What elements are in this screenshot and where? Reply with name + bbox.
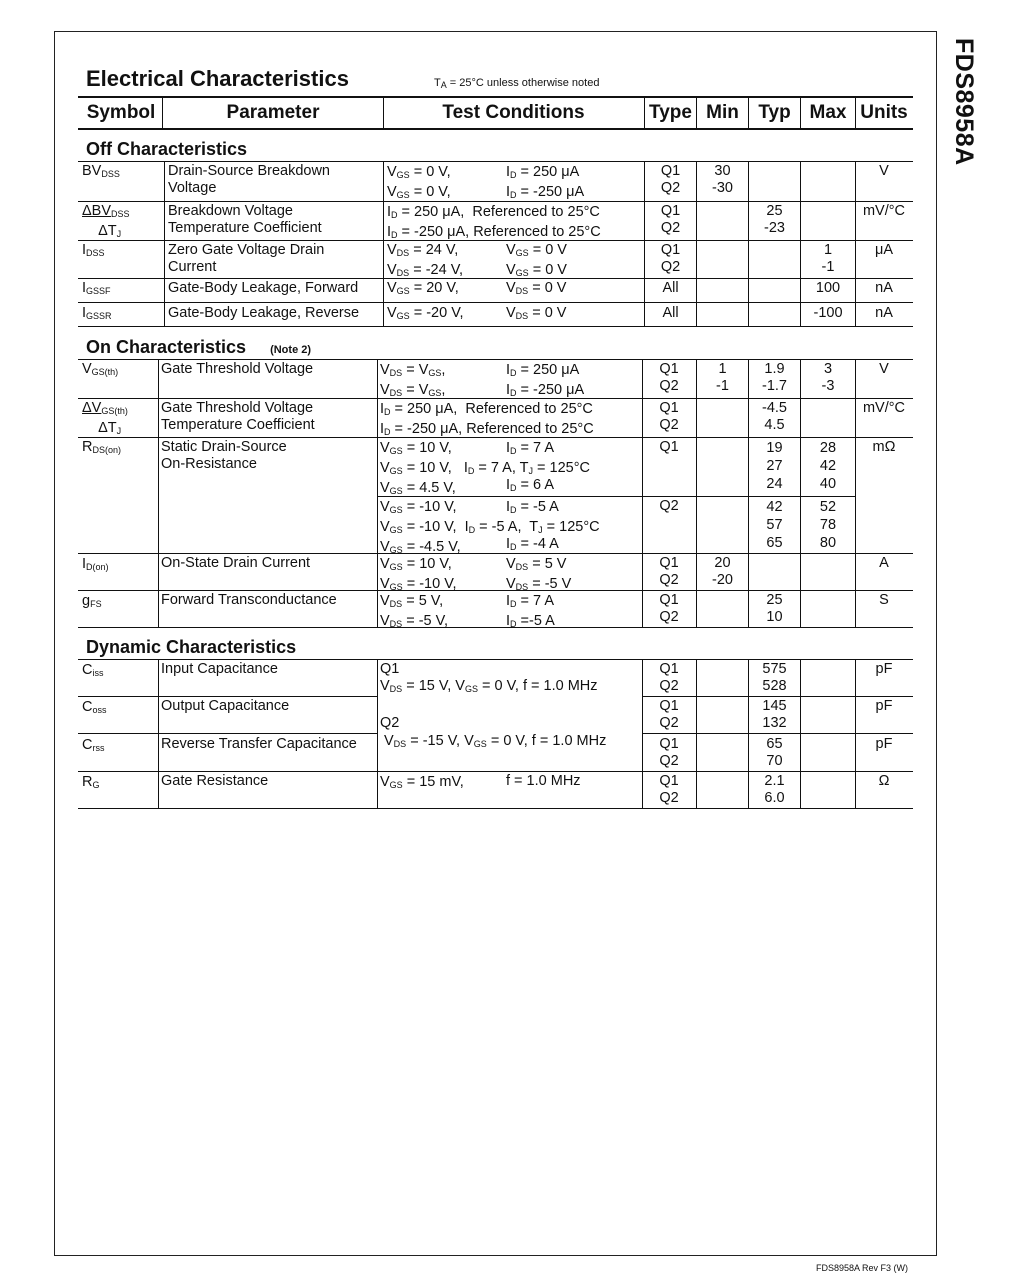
- test-condition: $I_D = 7$ A $I_D =-5$ A: [506, 593, 555, 629]
- row-rule: [642, 696, 913, 697]
- param-text: Drain-Source Breakdown Voltage: [168, 163, 330, 196]
- type-value: All: [662, 280, 679, 296]
- test-condition: $V_{GS} = 15$ mV,: [380, 774, 464, 790]
- max-value: 1 -1: [821, 242, 835, 275]
- row-rule: [78, 278, 913, 279]
- type-value: Q1 Q2: [660, 163, 681, 196]
- units-value: μA: [874, 242, 894, 258]
- row-rule: [78, 398, 913, 399]
- column-header-type: Type: [649, 102, 692, 123]
- units-value: Ω: [878, 773, 890, 789]
- test-condition: $I_D = 250$ μA $I_D = -250$ μA: [506, 164, 585, 200]
- param-text: Gate Threshold Voltage Temperature Coefficient: [161, 400, 315, 433]
- col-divider: [162, 97, 163, 128]
- column-header-units: Units: [860, 102, 908, 123]
- symbol-rg: $R_G$: [82, 774, 100, 790]
- type-value: Q1 Q2: [659, 592, 679, 625]
- param-text: Reverse Transfer Capacitance: [161, 736, 357, 752]
- units-value: nA: [875, 280, 893, 296]
- param-text: Gate Threshold Voltage: [161, 361, 314, 377]
- col-divider: [800, 659, 801, 808]
- max-value: 52 78 80: [819, 499, 837, 551]
- units-value: S: [879, 592, 889, 608]
- test-condition: $V_{GS} = 10$ V, $V_{GS} = 10$ V, $I_D = 7$ A, $T_J = 125^\circ C$ $V_{GS} = 4.5$ V,: [380, 440, 591, 496]
- units-value: pF: [875, 736, 893, 752]
- row-rule: [78, 326, 913, 327]
- type-value: Q1 Q2: [659, 400, 679, 433]
- test-condition: $V_{GS} = 20$ V,: [387, 280, 459, 296]
- test-condition: Q2: [380, 715, 400, 731]
- typ-value: 575 528: [762, 661, 787, 694]
- test-condition: $I_D = -5$ A $I_D = -4$ A: [506, 499, 559, 552]
- symbol-gfs: $g_{FS}$: [82, 593, 102, 609]
- units-value: mV/°C: [862, 400, 906, 416]
- symbol-idon: $I_{D(on)}$: [82, 556, 109, 572]
- units-value: V: [879, 361, 889, 377]
- test-condition: $V_{GS} = -20$ V,: [387, 305, 464, 321]
- symbol-ciss: $C_{iss}$: [82, 662, 104, 678]
- typ-value: 25 -23: [764, 203, 785, 236]
- header-top-rule: [78, 96, 913, 98]
- section-on-note: (Note 2): [270, 344, 312, 356]
- symbol-vgsth: $V_{GS(th)}$: [82, 361, 119, 377]
- row-rule: [78, 808, 913, 809]
- column-header-min: Min: [706, 102, 739, 123]
- section-on-label: On Characteristics: [86, 337, 247, 357]
- col-divider: [164, 161, 165, 326]
- row-rule: [78, 733, 377, 734]
- header-bottom-rule: [78, 128, 913, 130]
- units-value: mΩ: [872, 439, 896, 455]
- symbol-idss: $I_{DSS}$: [82, 242, 105, 258]
- side-title-text: FDS8958A: [950, 38, 978, 166]
- units-value: pF: [875, 698, 893, 714]
- symbol-delta-bvdss: $\Delta BV_{DSS}$ $\Delta T_J$: [82, 203, 130, 239]
- row-rule: [78, 696, 377, 697]
- symbol-crss: $C_{rss}$: [82, 737, 105, 753]
- row-rule: [78, 161, 913, 162]
- units-value: nA: [875, 305, 893, 321]
- typ-value: 1.9 -1.7: [762, 361, 787, 394]
- symbol-coss: $C_{oss}$: [82, 699, 107, 715]
- test-condition: $V_{GS} = 0$ V $V_{GS} = 0$ V: [506, 242, 567, 278]
- test-condition: f = 1.0 MHz: [506, 773, 581, 789]
- symbol-bvdss: $BV_{DSS}$: [82, 163, 120, 179]
- typ-value: 25 10: [766, 592, 783, 625]
- test-condition: $I_D = 250$ μA $I_D = -250$ μA: [506, 362, 585, 398]
- param-text: On-State Drain Current: [161, 555, 311, 571]
- col-divider: [377, 359, 378, 627]
- test-condition: Q1 $V_{DS} = 15$ V, $V_{GS} = 0$ V, f = 1.0 MHz: [380, 661, 598, 694]
- row-rule: [78, 359, 913, 360]
- type-value: Q2: [659, 498, 679, 514]
- section-dynamic-title: Dynamic Characteristics: [86, 637, 297, 657]
- max-value: 3 -3: [821, 361, 835, 394]
- section-off-title: Off Characteristics: [86, 139, 248, 159]
- col-divider: [800, 359, 801, 627]
- test-condition: $V_{DS} = V_{GS}$, $V_{DS} = V_{GS}$,: [380, 362, 446, 398]
- test-condition: $V_{GS} = -10$ V, $V_{GS} = -10$ V, $I_D = -5$ A, $T_J = 125^\circ C$ $V_{GS} = -4.5$ V,: [380, 499, 600, 555]
- test-condition: $V_{GS} = 0$ V, $V_{GS} = 0$ V,: [387, 164, 451, 200]
- col-divider: [377, 659, 378, 808]
- type-value: Q1 Q2: [659, 773, 679, 806]
- type-value: All: [662, 305, 679, 321]
- units-value: V: [879, 163, 889, 179]
- param-text: Zero Gate Voltage Drain Current: [168, 242, 325, 275]
- param-text: Output Capacitance: [161, 698, 290, 714]
- type-value: Q1 Q2: [659, 698, 679, 731]
- test-condition: $V_{DS} = 24$ V, $V_{DS} = -24$ V,: [387, 242, 464, 278]
- test-condition: $V_{DS} = -15$ V, $V_{GS} = 0$ V, f = 1.0 MHz: [384, 733, 607, 749]
- typ-value: 19 27 24: [766, 440, 783, 492]
- typ-value: 42 57 65: [766, 499, 783, 551]
- footer-revision: FDS8958A Rev F3 (W): [816, 1263, 909, 1273]
- param-text: Gate Resistance: [161, 773, 269, 789]
- col-divider: [696, 659, 697, 808]
- row-rule: [78, 590, 913, 591]
- row-rule: [78, 302, 913, 303]
- test-condition: $I_D = 250$ μA, Referenced to 25°C $I_D = -250$ μA, Referenced to 25°C: [380, 401, 594, 437]
- row-rule: [78, 201, 913, 202]
- type-value: Q1 Q2: [660, 242, 681, 275]
- type-value: Q1 Q2: [660, 203, 681, 236]
- typ-value: 2.1 6.0: [764, 773, 785, 806]
- min-value: 1 -1: [716, 361, 729, 394]
- max-value: -100: [813, 305, 843, 321]
- param-text: Breakdown Voltage Temperature Coefficient: [168, 203, 322, 236]
- max-value: 100: [815, 280, 841, 296]
- column-header-symbol: Symbol: [86, 102, 156, 123]
- symbol-igssf: $I_{GSSF}$: [82, 280, 111, 296]
- row-rule: [642, 733, 913, 734]
- symbol-delta-vgsth: $\Delta V_{GS(th)}$ $\Delta T_J$: [82, 400, 128, 436]
- units-value: pF: [875, 661, 893, 677]
- col-divider: [158, 659, 159, 808]
- column-header-conditions: Test Conditions: [442, 102, 585, 123]
- column-header-max: Max: [809, 102, 847, 123]
- row-rule: [78, 659, 913, 660]
- col-divider: [158, 359, 159, 627]
- units-value: mV/°C: [862, 203, 906, 219]
- test-condition: $V_{DS} = 0$ V: [506, 305, 567, 321]
- type-value: Q1 Q2: [659, 361, 679, 394]
- test-condition: $V_{DS} = 5$ V $V_{DS} = -5$ V: [506, 556, 572, 592]
- param-text: Gate-Body Leakage, Reverse: [168, 305, 360, 321]
- col-divider: [748, 161, 749, 326]
- side-title: [932, 38, 992, 238]
- test-condition: $V_{GS} = 10$ V, $V_{GS} = -10$ V,: [380, 556, 457, 592]
- param-text: Forward Transconductance: [161, 592, 337, 608]
- typ-value: 145 132: [762, 698, 787, 731]
- test-condition: $I_D = 250$ μA, Referenced to 25°C $I_D = -250$ μA, Referenced to 25°C: [387, 204, 601, 240]
- type-value: Q1: [659, 439, 679, 455]
- typ-value: 65 70: [766, 736, 783, 769]
- symbol-rdson: $R_{DS(on)}$: [82, 439, 121, 455]
- row-rule: [78, 627, 913, 628]
- row-rule: [78, 771, 913, 772]
- param-text: Gate-Body Leakage, Forward: [168, 280, 359, 296]
- condition-note: $T_A = 25^\circ C$ unless otherwise noted: [434, 77, 600, 90]
- column-header-typ: Typ: [758, 102, 791, 123]
- symbol-igssr: $I_{GSSR}$: [82, 305, 112, 321]
- type-value: Q1 Q2: [659, 736, 679, 769]
- max-value: 28 42 40: [819, 440, 837, 492]
- type-value: Q1 Q2: [659, 661, 679, 694]
- section-on-title: [86, 337, 311, 358]
- test-condition: $V_{DS} = 0$ V: [506, 280, 567, 296]
- param-text: Static Drain-Source On-Resistance: [161, 439, 287, 472]
- col-divider: [383, 161, 384, 326]
- units-value: A: [879, 555, 889, 571]
- column-header-parameter: Parameter: [226, 102, 320, 123]
- page-title: Electrical Characteristics: [86, 66, 349, 91]
- typ-value: -4.5 4.5: [762, 400, 787, 433]
- test-condition: $V_{DS} = 5$ V, $V_{DS} = -5$ V,: [380, 593, 449, 629]
- min-value: 20 -20: [712, 555, 733, 588]
- param-text: Input Capacitance: [161, 661, 278, 677]
- test-condition: $I_D = 7$ A $I_D = 6$ A: [506, 440, 555, 493]
- type-value: Q1 Q2: [659, 555, 679, 588]
- min-value: 30 -30: [712, 163, 733, 196]
